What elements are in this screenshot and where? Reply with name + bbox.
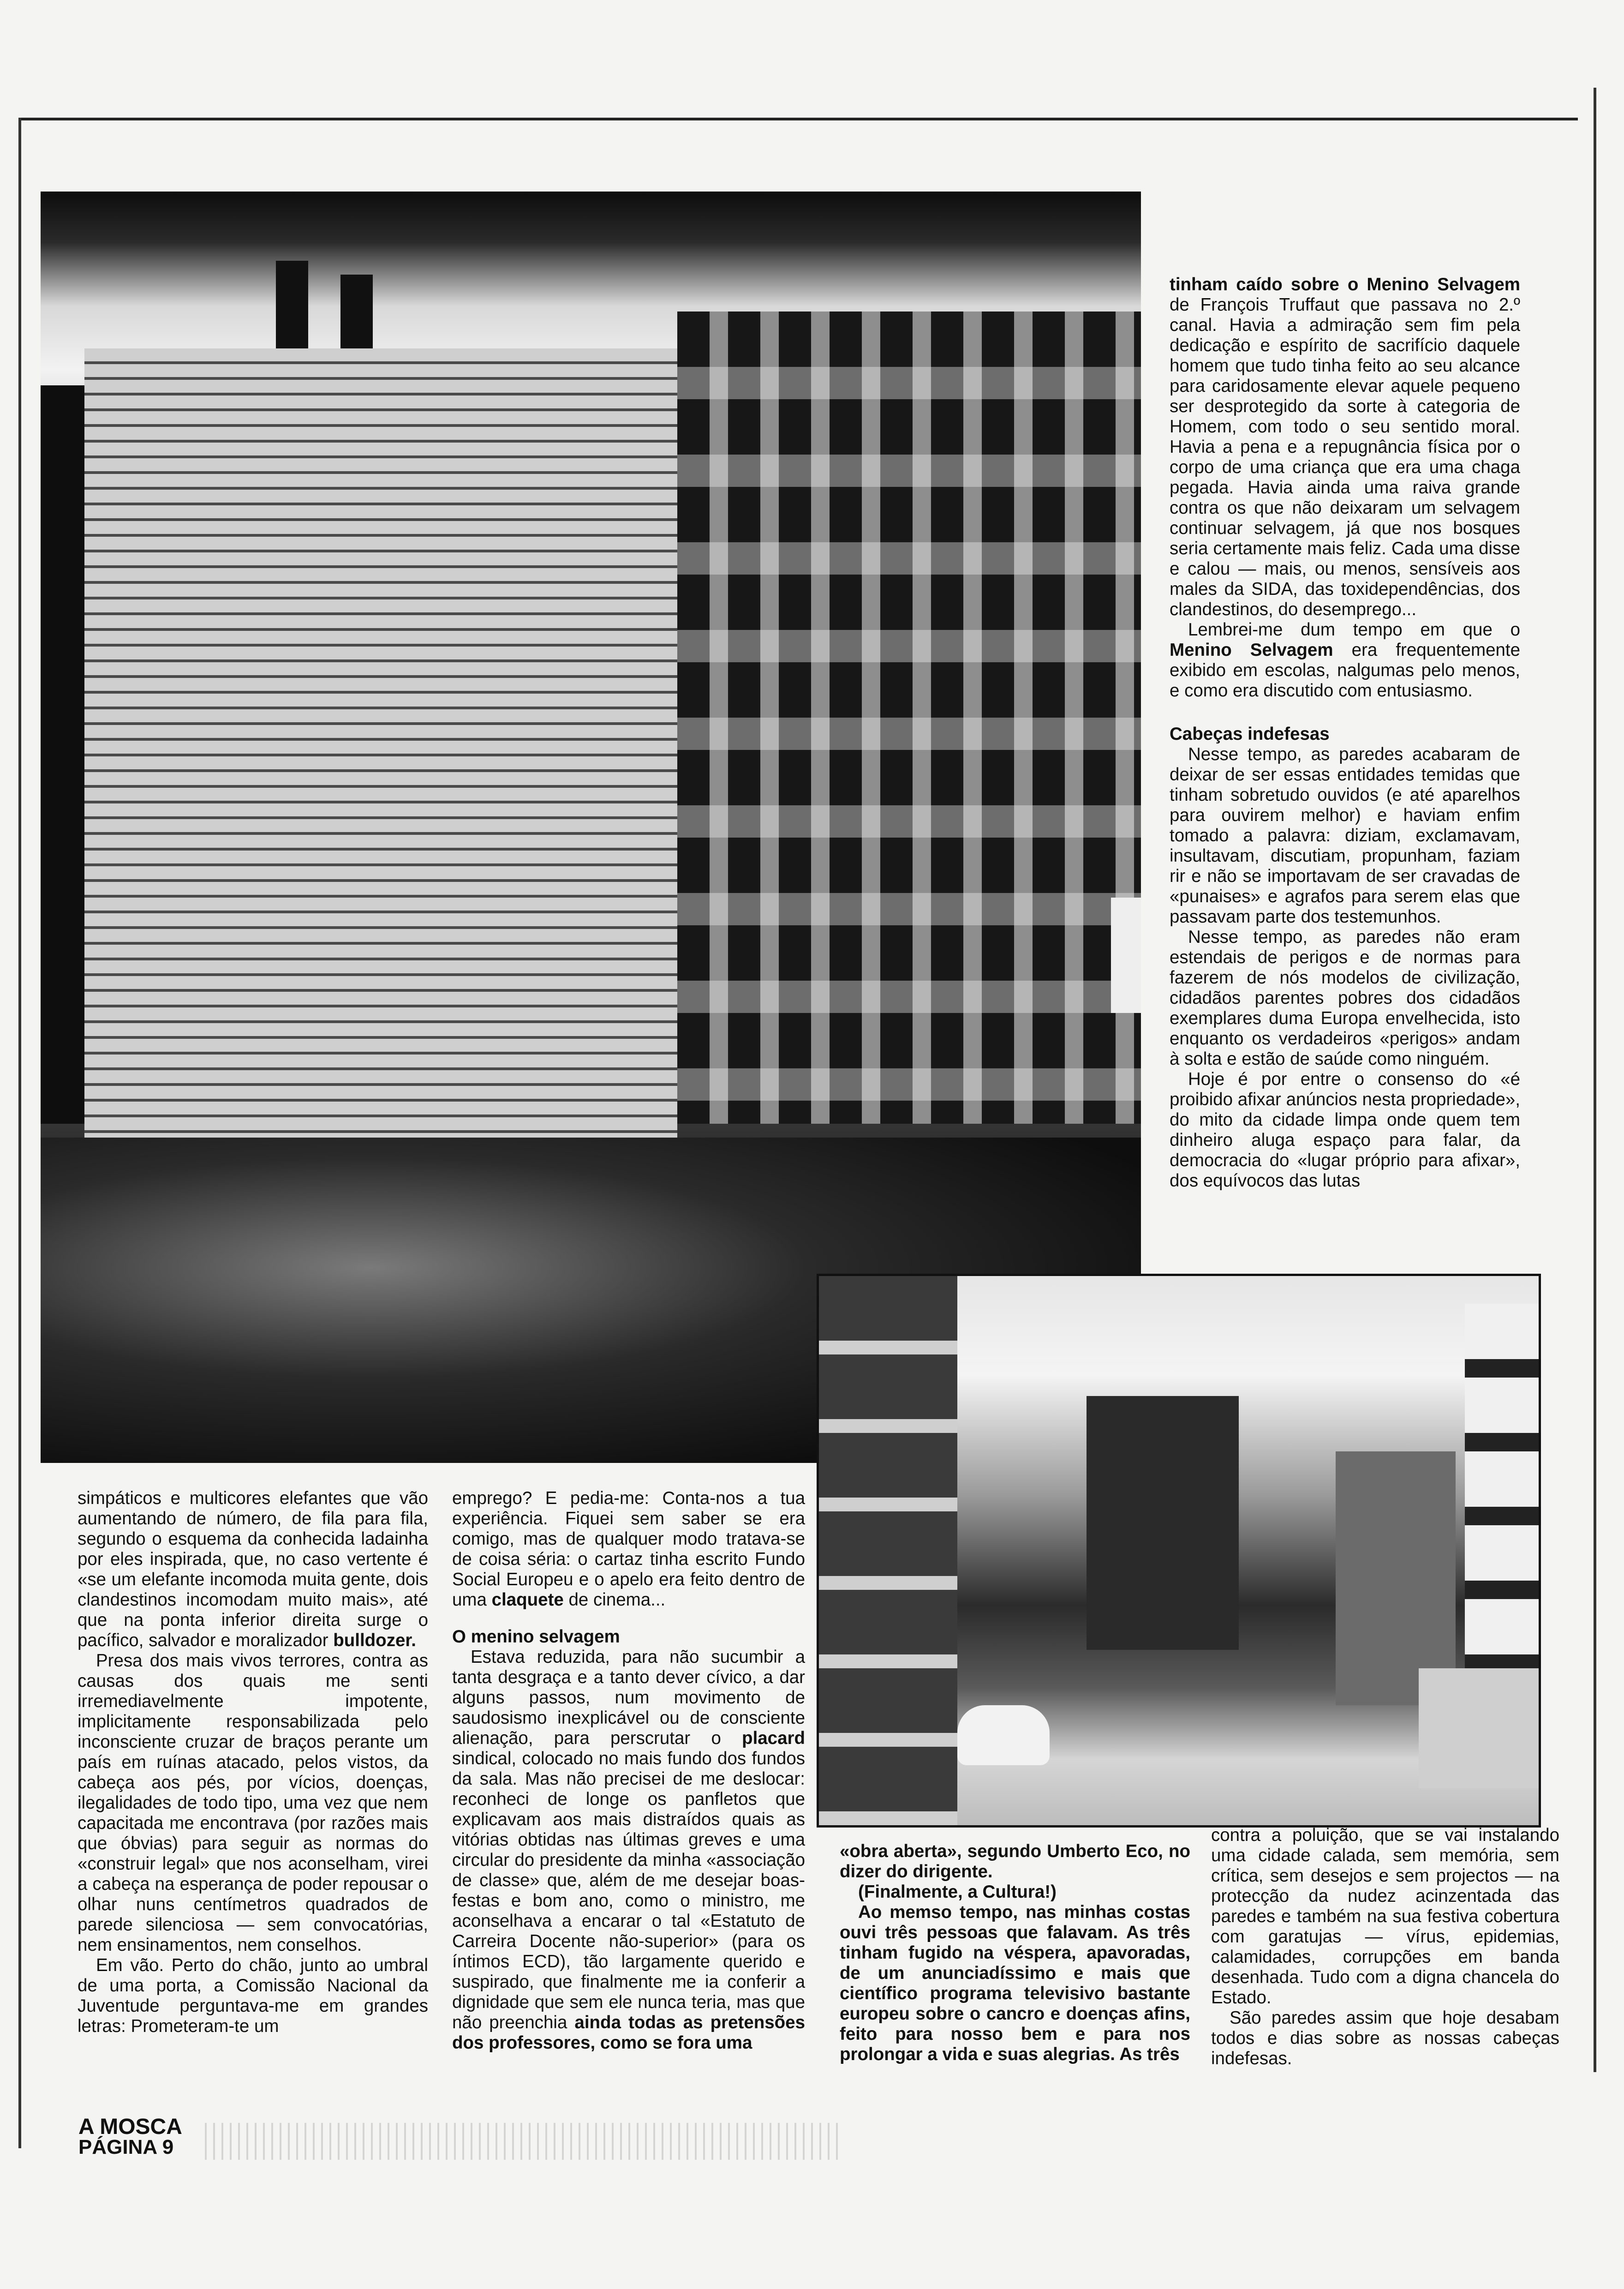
subheading: O menino selvagem bbox=[452, 1627, 620, 1647]
paragraph bbox=[1170, 275, 1520, 620]
paragraph bbox=[840, 1902, 1190, 2065]
parked-car bbox=[957, 1705, 1050, 1765]
paragraph bbox=[840, 1882, 1190, 1902]
text: de François Truffaut que passava no 2.º canal. Havia a admiração sem fim pela dedicação e espírito de sacrifício daquele homem que tudo tinha feito ao seu alcance para caridosamente elevar aquele pequeno ser desprotegido da sorte à categoria de Homem, com todo o seu sentido moral. Havia a pena e a repugnância física por o corpo de uma criança que era uma chaga pegada. Havia ainda uma raiva grande contra os que não deixaram um selvagem continuar selvagem, já que nos bosques seria certamente mais feliz. Cada uma disse e calou — mais, ou menos, sensíveis aos males da SIDA, das toxidependências, dos clandestinos, do desemprego... bbox=[1170, 295, 1520, 619]
paragraph: Presa dos mais vivos terrores, contra as causas dos quais me senti irremediavelmente impotente, implicitamente responsabilizada pelo inconsciente cruzar de braços perante um país em ruínas atacado, pelos vistos, da cabeça aos pés, por vícios, doenças, ilegalidades de todo tipo, uma vez que nem capacitada me encontrava (por razões mais que óbvias) para seguir as normas do «construir legal» que nos aconselham, virei a cabeça na esperança de poder repousar o olhar nuns centímetros quadrados de parede silenciosa — sem convocatórias, nem ensinamentos, nem conselhos. bbox=[78, 1651, 428, 1955]
text: sindical, colocado no mais fundo dos fundos da sala. Mas não precisei de me deslocar: reconheci de longe os panfletos que explicavam aos mais distraídos quais as vitórias obtidas nas últimas greves e uma circular do presidente da minha «associação de classe» que, além de me desejar boas-festas e bom ano, como o ministro, me aconselhava a encarar o tal «Estatuto de Carreira Docente não-superior» (para os íntimos ECD), tão largamente querido e suspirado, que finalmente me ia conferir a dignidade que sem ele nunca teria, mas que não preenchia bbox=[452, 1749, 805, 2032]
bold-text: ainda todas as pretensões dos professores, como se fora uma bbox=[452, 2013, 806, 2053]
center-building bbox=[1087, 1396, 1239, 1650]
text: Lembrei-me dum tempo em que o bbox=[1188, 620, 1520, 640]
shop-sign bbox=[1111, 898, 1141, 1013]
bold-text: placard bbox=[742, 1728, 805, 1748]
paragraph: contra a poluição, que se vai instalando uma cidade calada, sem memória, sem crítica, sem desejos e sem projectos — na protecção da nudez acinzentada das paredes e também na sua festiva cobertura com garatujas — vírus, epidemias, calamidades, corrupções em banda desenhada. Tudo com a digna chancela do Estado. bbox=[1211, 1825, 1559, 2007]
paragraph: Nesse tempo, as paredes acabaram de deixar de ser essas entidades temidas que tinham sobretudo ouvidos (e até aparelhos para ouvirem melhor) e haviam enfim tomado a palavra: diziam, exclamavam, insultavam, discutiam, propunham, faziam rir e não se importavam de ser cravadas de «punaises» e agrafos para serem elas que passavam parte dos testemunhos. bbox=[1170, 744, 1520, 927]
text: simpáticos e multicores elefantes que vão aumentando de número, de fila para fila, segundo o esquema da conhecida ladainha por eles inspirada, que, no caso vertente é «se um elefante incomoda muita gente, dois clandestinos incomodam muito mais», até que na ponta inferior direita surge o pacífico, salvador e moralizador bbox=[78, 1488, 428, 1650]
left-building bbox=[819, 1276, 957, 1825]
print-smudge bbox=[198, 2123, 844, 2160]
paragraph bbox=[452, 1488, 805, 1610]
page-footer bbox=[78, 2117, 182, 2157]
paragraph bbox=[840, 1841, 1190, 1882]
row-of-houses bbox=[677, 312, 1141, 1124]
article-column-3 bbox=[840, 1841, 1190, 2065]
paragraph bbox=[1170, 620, 1520, 701]
page-border-top bbox=[18, 118, 1578, 120]
right-building bbox=[1336, 1451, 1456, 1705]
wooden-wall bbox=[84, 348, 677, 1138]
paragraph: Em vão. Perto do chão, junto ao umbral de uma porta, a Comissão Nacional da Juventude perguntava-me em grandes letras: Prometeram-te um bbox=[78, 1955, 428, 2036]
text: era frequentemente exibido em escolas, nalgumas pelo menos, e como era discutido com entusiasmo. bbox=[1170, 640, 1521, 701]
article-column-right bbox=[1170, 275, 1520, 1191]
article-column-4 bbox=[1211, 1825, 1559, 2069]
photo-street-scene bbox=[817, 1274, 1541, 1828]
bold-text: Menino Selvagem bbox=[1170, 640, 1333, 660]
paragraph bbox=[78, 1488, 428, 1651]
chimney bbox=[276, 261, 308, 353]
article-column-2 bbox=[452, 1488, 805, 2053]
subheading: Cabeças indefesas bbox=[1170, 724, 1330, 744]
bold-text: bulldozer. bbox=[333, 1630, 416, 1650]
dark-building-edge bbox=[41, 385, 84, 1124]
balcony-building bbox=[1465, 1304, 1539, 1719]
bold-text: Ao memso tempo, nas minhas costas ouvi três pessoas que falavam. As três tinham fugido na véspera, apavoradas, de um anunciadíssimo e mais que científico programa televisivo bastante europeu sobre o cancro e doenças afins, feito para nosso bem e para nos prolongar a vida e suas alegrias. As três bbox=[840, 1902, 1190, 2064]
paragraph bbox=[452, 1647, 805, 2053]
bold-text: (Finalmente, a Cultura!) bbox=[858, 1882, 1057, 1902]
paragraph: Nesse tempo, as paredes não eram estendais de perigos e de normas para fazerem de nós modelos de civilização, cidadãos parentes pobres dos cidadãos exemplares duma Europa envelhecida, isto enquanto os verdadeiros «perigos» andam à solta e estão de saúde como ninguém. bbox=[1170, 927, 1520, 1069]
text: de cinema... bbox=[568, 1590, 666, 1610]
bold-text: tinham caído sobre o Menino Selvagem bbox=[1170, 275, 1520, 294]
page-border-right bbox=[1594, 88, 1596, 2072]
bold-text: «obra aberta», segundo Umberto Eco, no dizer do dirigente. bbox=[840, 1841, 1190, 1882]
publication-name: A MOSCA bbox=[78, 2115, 182, 2139]
page-border-left bbox=[18, 118, 21, 2148]
paragraph: São paredes assim que hoje desabam todos e dias sobre as nossas cabeças indefesas. bbox=[1211, 2008, 1559, 2068]
parked-van bbox=[1419, 1668, 1539, 1788]
paragraph: Hoje é por entre o consenso do «é proibido afixar anúncios nesta propriedade», do mito da cidade limpa onde quem tem dinheiro aluga espaço para falar, da democracia do «lugar próprio para afixar», dos equívocos das lutas bbox=[1170, 1069, 1520, 1191]
text: Estava reduzida, para não sucumbir a tanta desgraça e a tanto dever cívico, a dar alguns passos, num movimento de saudosismo inexplicável ou de consciente alienação, para perscrutar o bbox=[452, 1647, 805, 1748]
photo-vacant-lot-buildings bbox=[41, 192, 1141, 1463]
text: emprego? E pedia-me: Conta-nos a tua experiência. Fiquei sem saber se era comigo, mas de qualquer modo tratava-se de coisa séria: o cartaz tinha escrito Fundo Social Europeu e o apelo era feito dentro de uma bbox=[452, 1488, 805, 1610]
article-column-1 bbox=[78, 1488, 428, 2037]
chimney bbox=[340, 275, 373, 353]
bold-text: claquete bbox=[491, 1590, 564, 1610]
page-number: PÁGINA 9 bbox=[78, 2136, 174, 2158]
